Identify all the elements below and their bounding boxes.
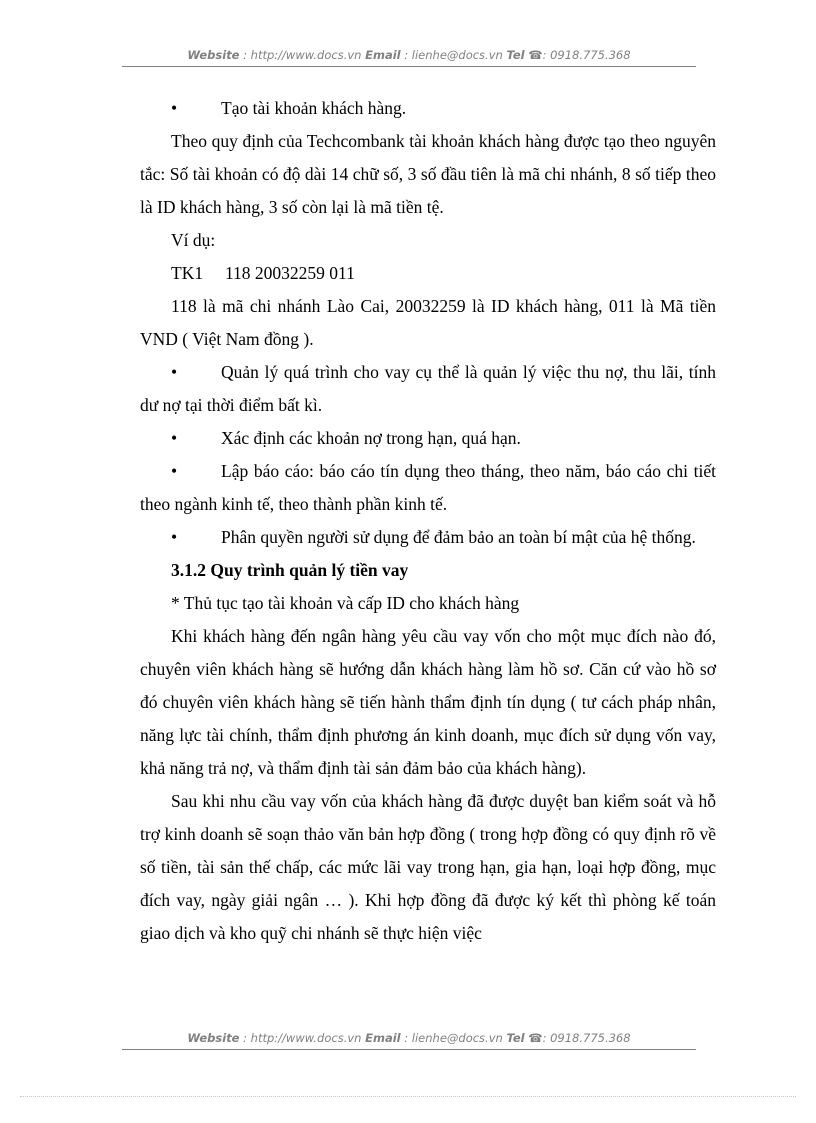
bullet-text: Xác định các khoản nợ trong hạn, quá hạn. (221, 428, 521, 448)
page-bottom-divider (20, 1096, 796, 1097)
account-example: TK1 118 20032259 011 (171, 263, 355, 283)
bullet-text: Tạo tài khoản khách hàng. (221, 98, 407, 118)
paragraph: Ví dụ: (171, 230, 216, 250)
bullet-icon: • (171, 527, 178, 547)
footer-website-value: : http://www.docs.vn (243, 1031, 362, 1045)
bullet-text: Quản lý quá trình cho vay cụ thể là quản lý việc thu nợ, thu lãi, tính dư nợ tại thời điểm bất kì. (140, 362, 716, 415)
document-body (140, 92, 716, 950)
phone-icon: ☎ (528, 1031, 543, 1045)
section-heading: 3.1.2 Quy trình quản lý tiền vay (171, 560, 409, 580)
bullet-icon: • (171, 362, 178, 382)
bullet-item (140, 92, 716, 125)
header-tel-label: Tel (506, 48, 525, 62)
paragraph: Khi khách hàng đến ngân hàng yêu cầu vay vốn cho một mục đích nào đó, chuyên viên khách hàng sẽ hướng dẫn khách hàng làm hồ sơ. Căn cứ vào hồ sơ đó chuyên viên khách hàng sẽ tiến hành thẩm định tín dụng ( tư cách pháp nhân, năng lực tài chính, thẩm định phương án kinh doanh, mục đích sử dụng vốn vay, khả năng trả nợ, và thẩm định tài sản đảm bảo của khách hàng). (140, 626, 716, 778)
footer-tel-value: : 0918.775.368 (542, 1031, 631, 1045)
bullet-item (140, 521, 716, 554)
header-tel-value: : 0918.775.368 (542, 48, 631, 62)
paragraph: Sau khi nhu cầu vay vốn của khách hàng đã được duyệt ban kiểm soát và hỗ trợ kinh doanh sẽ soạn thảo văn bản hợp đồng ( trong hợp đồng có quy định rõ về số tiền, tài sản thế chấp, các mức lãi vay trong hạn, gia hạn, loại hợp đồng, mục đích vay, ngày giải ngân … ). Khi hợp đồng đã được ký kết thì phòng kế toán giao dịch và kho quỹ chi nhánh sẽ thực hiện việc (140, 791, 716, 943)
footer-website-label: Website (187, 1031, 240, 1045)
header-website-label: Website (187, 48, 240, 62)
header-rule (122, 66, 696, 67)
bullet-icon: • (171, 98, 178, 118)
footer-rule (122, 1049, 696, 1050)
footer-email-value: : lienhe@docs.vn (404, 1031, 503, 1045)
header-website-value: : http://www.docs.vn (243, 48, 362, 62)
paragraph: 118 là mã chi nhánh Lào Cai, 20032259 là ID khách hàng, 011 là Mã tiền VND ( Việt Nam đồng ). (140, 296, 716, 349)
page-footer (122, 1031, 696, 1045)
sub-heading: * Thủ tục tạo tài khoản và cấp ID cho khách hàng (171, 593, 520, 613)
bullet-text: Phân quyền người sử dụng để đảm bảo an toàn bí mật của hệ thống. (221, 527, 696, 547)
bullet-text: Lập báo cáo: báo cáo tín dụng theo tháng, theo năm, báo cáo chi tiết theo ngành kinh tế, theo thành phần kinh tế. (140, 461, 716, 514)
header-email-value: : lienhe@docs.vn (404, 48, 503, 62)
bullet-item (140, 455, 716, 521)
phone-icon: ☎ (528, 48, 543, 62)
bullet-icon: • (171, 461, 178, 481)
header-email-label: Email (365, 48, 401, 62)
page-header (122, 48, 696, 62)
footer-tel-label: Tel (506, 1031, 525, 1045)
bullet-icon: • (171, 428, 178, 448)
bullet-item (140, 356, 716, 422)
bullet-item (140, 422, 716, 455)
paragraph: Theo quy định của Techcombank tài khoản khách hàng được tạo theo nguyên tắc: Số tài khoản có độ dài 14 chữ số, 3 số đầu tiên là mã chi nhánh, 8 số tiếp theo là ID khách hàng, 3 số còn lại là mã tiền tệ. (140, 131, 716, 217)
footer-email-label: Email (365, 1031, 401, 1045)
